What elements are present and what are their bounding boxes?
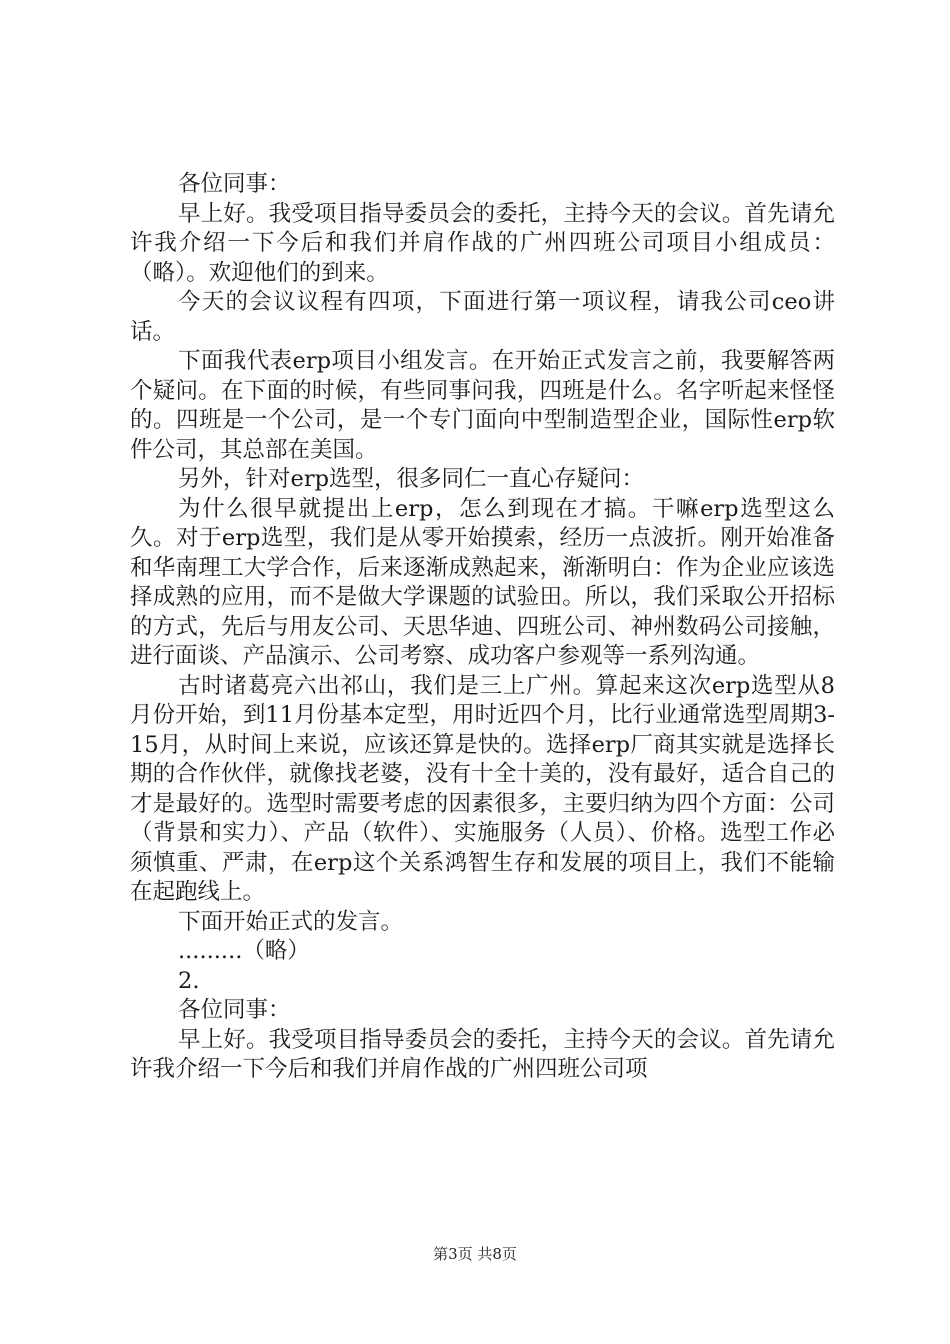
document-body	[130, 170, 835, 1085]
paragraph-opening: 早上好。我受项目指导委员会的委托，主持今天的会议。首先请允许我介绍一下今后和我们并肩作战的广州四班公司项目小组成员：（略）。欢迎他们的到来。	[130, 200, 835, 286]
section-number: 2.	[178, 967, 200, 994]
paragraph-selection-summary: 古时诸葛亮六出祁山，我们是三上广州。算起来这次erp选型从8月份开始，到11月份基本定型，用时近四个月，比行业通常选型周期3-15月，从时间上来说，应该还算是快的。选择erp厂商其实就是选择长期的合作伙伴，就像找老婆，没有十全十美的，没有最好，适合自己的才是最好的。选型时需要考虑的因素很多，主要归纳为四个方面：公司（背景和实力）、产品（软件）、实施服务（人员）、价格。选型工作必须慎重、严肃，在erp这个关系鸿智生存和发展的项目上，我们不能输在起跑线上。	[130, 672, 835, 905]
paragraph-opening-2: 早上好。我受项目指导委员会的委托，主持今天的会议。首先请允许我介绍一下今后和我们并肩作战的广州四班公司项	[130, 1026, 835, 1082]
paragraph-greeting-2: 各位同事：	[178, 997, 291, 1023]
page-footer: 第3页 共8页	[433, 1245, 517, 1263]
paragraph-introduction: 下面我代表erp项目小组发言。在开始正式发言之前，我要解答两个疑问。在下面的时候，有些同事问我，四班是什么。名字听起来怪怪的。四班是一个公司，是一个专门面向中型制造型企业，国际性erp软件公司，其总部在美国。	[130, 348, 835, 463]
paragraph-agenda: 今天的会议议程有四项，下面进行第一项议程，请我公司ceo讲话。	[130, 289, 835, 345]
paragraph-omitted: .........（略）	[178, 938, 310, 964]
paragraph-greeting: 各位同事：	[178, 171, 291, 197]
paragraph-questions: 另外，针对erp选型，很多同仁一直心存疑问：	[178, 466, 644, 492]
paragraph-selection-history: 为什么很早就提出上erp，怎么到现在才搞。干嘛erp选型这么久。对于erp选型，我们是从零开始摸索，经历一点波折。刚开始准备和华南理工大学合作，后来逐渐成熟起来，渐渐明白：作为企业应该选择成熟的应用，而不是做大学课题的试验田。所以，我们采取公开招标的方式，先后与用友公司、天思华迪、四班公司、神州数码公司接触，进行面谈、产品演示、公司考察、成功客户参观等一系列沟通。	[130, 495, 835, 669]
paragraph-formal-speech: 下面开始正式的发言。	[178, 908, 404, 935]
